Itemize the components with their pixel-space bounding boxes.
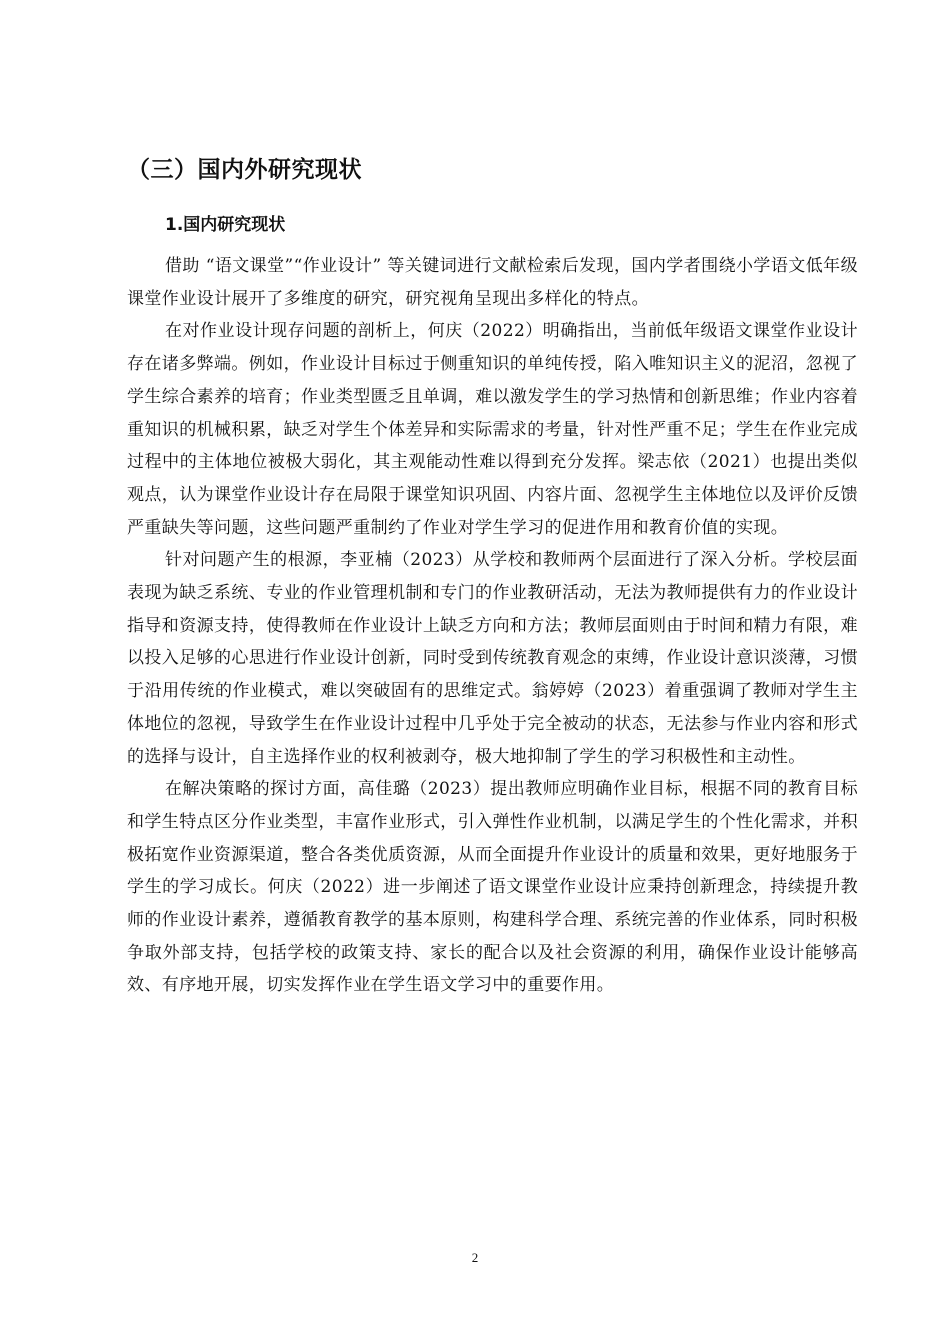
paragraph-problems: 在对作业设计现存问题的剖析上，何庆（2022）明确指出，当前低年级语文课堂作业设计存在诸多弊端。例如，作业设计目标过于侧重知识的单纯传授，陷入唯知识主义的泥沼，忽视了学生综合素养的培育；作业类型匮乏且单调，难以激发学生的学习热情和创新思维；作业内容着重知识的机械积累，缺乏对学生个体差异和实际需求的考量，针对性严重不足；学生在作业完成过程中的主体地位被极大弱化，其主观能动性难以得到充分发挥。梁志依（2021）也提出类似观点，认为课堂作业设计存在局限于课堂知识巩固、内容片面、忽视学生主体地位以及评价反馈严重缺失等问题，这些问题严重制约了作业对学生学习的促进作用和教育价值的实现。 [127, 321, 858, 538]
paragraph-causes: 针对问题产生的根源，李亚楠（2023）从学校和教师两个层面进行了深入分析。学校层面表现为缺乏系统、专业的作业管理机制和专门的作业教研活动，无法为教师提供有力的作业设计指导和资源支持，使得教师在作业设计上缺乏方向和方法；教师层面则由于时间和精力有限，难以投入足够的心思进行作业设计创新，同时受到传统教育观念的束缚，作业设计意识淡薄，习惯于沿用传统的作业模式，难以突破固有的思维定式。翁婷婷（2023）着重强调了教师对学生主体地位的忽视，导致学生在作业设计过程中几乎处于完全被动的状态，无法参与作业内容和形式的选择与设计，自主选择作业的权利被剥夺，极大地抑制了学生的学习积极性和主动性。 [127, 550, 858, 767]
section-heading: （三）国内外研究现状 [127, 157, 362, 183]
paragraph-intro: 借助 “语文课堂”“作业设计” 等关键词进行文献检索后发现，国内学者围绕小学语文低年级课堂作业设计展开了多维度的研究，研究视角呈现出多样化的特点。 [127, 256, 858, 309]
page-number: 2 [471, 1250, 479, 1265]
page-body [127, 150, 858, 1002]
paragraph-strategies: 在解决策略的探讨方面，高佳璐（2023）提出教师应明确作业目标，根据不同的教育目标和学生特点区分作业类型，丰富作业形式，引入弹性作业机制，以满足学生的个性化需求，并积极拓宽作业资源渠道，整合各类优质资源，从而全面提升作业设计的质量和效果，更好地服务于学生的学习成长。何庆（2022）进一步阐述了语文课堂作业设计应秉持创新理念，持续提升教师的作业设计素养，遵循教育教学的基本原则，构建科学合理、系统完善的作业体系，同时积极争取外部支持，包括学校的政策支持、家长的配合以及社会资源的利用，确保作业设计能够高效、有序地开展，切实发挥作业在学生语文学习中的重要作用。 [127, 779, 858, 996]
sub-heading: 1.国内研究现状 [165, 215, 286, 235]
